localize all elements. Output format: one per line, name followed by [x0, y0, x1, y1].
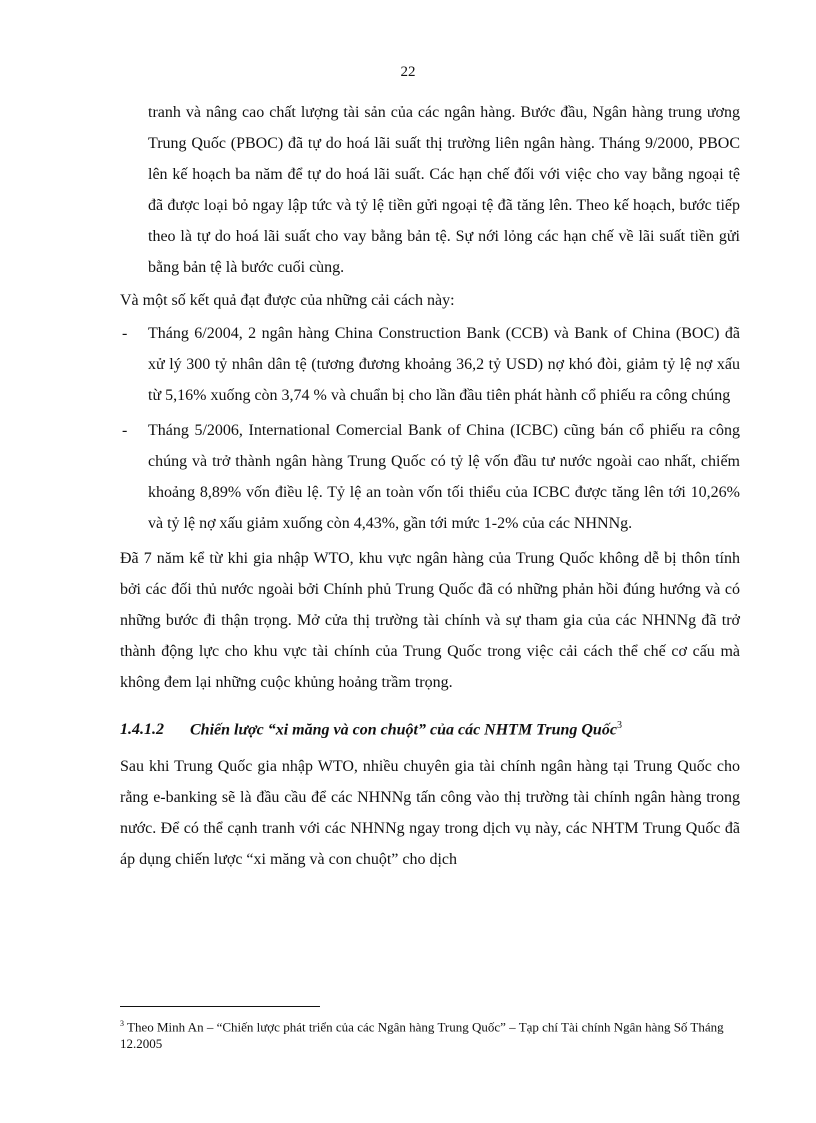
bullet-item [120, 318, 740, 411]
bullet-text: Tháng 5/2006, International Comercial Bank of China (ICBC) cũng bán cổ phiếu ra công chúng và trở thành ngân hàng Trung Quốc có tỷ lệ vốn đầu tư nước ngoài cao nhất, chiếm khoảng 8,89% vốn điều lệ. Tỷ lệ an toàn vốn tối thiểu của ICBC được tăng lên tới 10,26% và tỷ lệ nợ xấu giảm xuống còn 4,43%, gần tới mức 1-2% của các NHNNg. [148, 422, 740, 532]
bullet-text: Tháng 6/2004, 2 ngân hàng China Construction Bank (CCB) và Bank of China (BOC) đã xử lý 300 tỷ nhân dân tệ (tương đương khoảng 36,2 tỷ USD) nợ khó đòi, giảm tỷ lệ nợ xấu từ 5,16% xuống còn 3,74 % và chuẩn bị cho lần đầu tiên phát hành cổ phiếu ra công chúng [148, 325, 740, 404]
footnote-text: Theo Minh An – “Chiến lược phát triển của các Ngân hàng Trung Quốc” – Tạp chí Tài chính Ngân hàng Số Tháng 12.2005 [120, 1019, 724, 1052]
results-intro: Và một số kết quả đạt được của những cải cách này: [120, 292, 455, 309]
bullet-item [120, 415, 740, 539]
footnote-marker: 3 [120, 1019, 124, 1028]
section-title: Chiến lược “xi măng và con chuột” của các NHTM Trung Quốc [190, 721, 617, 739]
intro-paragraph: tranh và nâng cao chất lượng tài sản của các ngân hàng. Bước đầu, Ngân hàng trung ương Trung Quốc (PBOC) đã tự do hoá lãi suất thị trường liên ngân hàng. Tháng 9/2000, PBOC lên kế hoạch ba năm để tự do hoá lãi suất. Các hạn chế đối với việc cho vay bằng ngoại tệ đã được loại bỏ ngay lập tức và tỷ lệ tiền gửi ngoại tệ đã tăng lên. Theo kế hoạch, bước tiếp theo là tự do hoá lãi suất cho vay bằng bản tệ. Sự nới lỏng các hạn chế về lãi suất tiền gửi bằng bản tệ là bước cuối cùng. [148, 104, 740, 276]
bullet-marker: - [122, 325, 128, 342]
section-paragraph: Sau khi Trung Quốc gia nhập WTO, nhiều chuyên gia tài chính ngân hàng tại Trung Quốc cho rằng e-banking sẽ là đầu cầu để các NHNNg tấn công vào thị trường tài chính ngân hàng trong nước. Để có thể cạnh tranh với các NHNNg ngay trong dịch vụ này, các NHTM Trung Quốc đã áp dụng chiến lược “xi măng và con chuột” cho dịch [120, 758, 740, 869]
wto-paragraph: Đã 7 năm kể từ khi gia nhập WTO, khu vực ngân hàng của Trung Quốc không dễ bị thôn tính bởi các đối thủ nước ngoài bởi Chính phủ Trung Quốc đã có những phản hồi đúng hướng và có những bước đi thận trọng. Mở cửa thị trường tài chính và sự tham gia của các NHNNg đã trở thành động lực cho khu vực tài chính của Trung Quốc trong việc cải cách thể chế cơ cấu mà không đem lại những cuộc khủng hoảng trầm trọng. [120, 550, 740, 691]
bullet-marker: - [122, 422, 128, 439]
section-number: 1.4.1.2 [120, 721, 164, 739]
footnote [120, 1015, 740, 1052]
page-body [120, 97, 740, 877]
page-number: 22 [400, 64, 416, 80]
footnote-reference[interactable]: 3 [616, 720, 622, 731]
section-heading [120, 710, 740, 745]
footnote-divider [120, 1006, 320, 1007]
